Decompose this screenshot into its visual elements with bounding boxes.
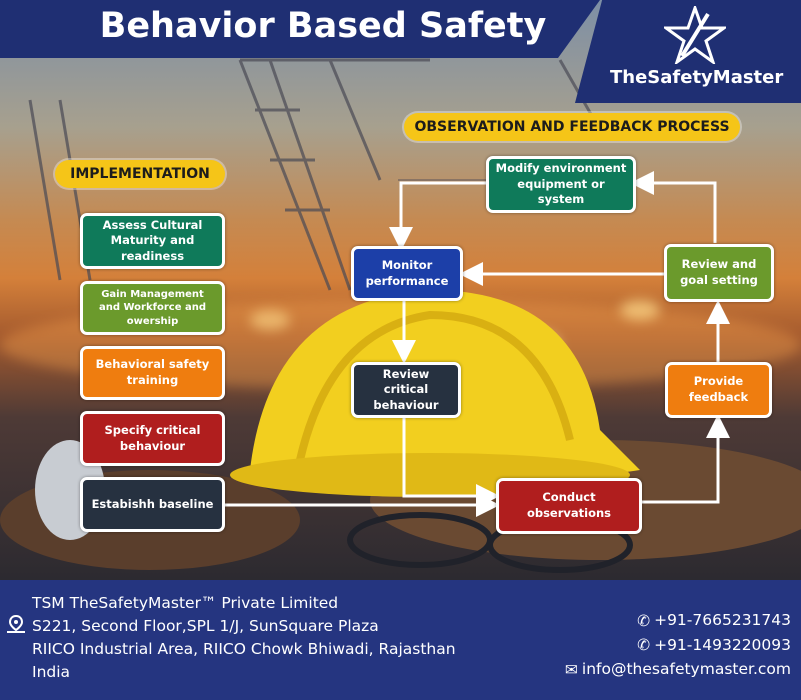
company-name: TSM TheSafetyMaster™ Private Limited	[32, 594, 339, 612]
step-assess-cultural-maturity: Assess Cultural Maturity and readiness	[80, 213, 225, 269]
phone-icon: ✆	[637, 611, 651, 630]
phone-1[interactable]: +91-7665231743	[654, 611, 791, 629]
process-monitor-performance: Monitor performance	[351, 246, 463, 301]
footer	[0, 580, 801, 700]
location-pin-icon	[5, 614, 27, 634]
process-modify-environment: Modify environment equipment or system	[486, 156, 636, 213]
email-link[interactable]: info@thesafetymaster.com	[581, 660, 791, 678]
address-line-3: India	[32, 663, 71, 681]
page-title: Behavior Based Safety	[99, 6, 547, 46]
process-review-goal-setting: Review and goal setting	[664, 244, 774, 302]
implementation-heading: IMPLEMENTATION	[55, 160, 225, 188]
process-conduct-observations: Conduct observations	[496, 478, 642, 534]
step-behavioral-safety-training: Behavioral safety training	[80, 346, 225, 400]
process-heading: OBSERVATION AND FEEDBACK PROCESS	[404, 113, 740, 141]
step-establish-baseline: Estabishh baseline	[80, 477, 225, 532]
phone-icon: ✆	[637, 636, 651, 654]
phone-2[interactable]: +91-1493220093	[654, 635, 791, 654]
step-gain-management: Gain Management and Workforce and owership	[80, 281, 225, 335]
process-review-critical-behaviour: Review critical behaviour	[351, 362, 461, 418]
step-specify-critical-behaviour: Specify critical behaviour	[80, 411, 225, 466]
process-provide-feedback: Provide feedback	[665, 362, 772, 418]
email-icon: ✉	[564, 660, 578, 679]
address-line-2: RIICO Industrial Area, RIICO Chowk Bhiwadi, Rajasthan	[32, 640, 456, 658]
logo-text: TheSafetyMaster	[610, 67, 784, 88]
address-line-1: S221, Second Floor,SPL 1/J, SunSquare Plaza	[32, 617, 379, 635]
